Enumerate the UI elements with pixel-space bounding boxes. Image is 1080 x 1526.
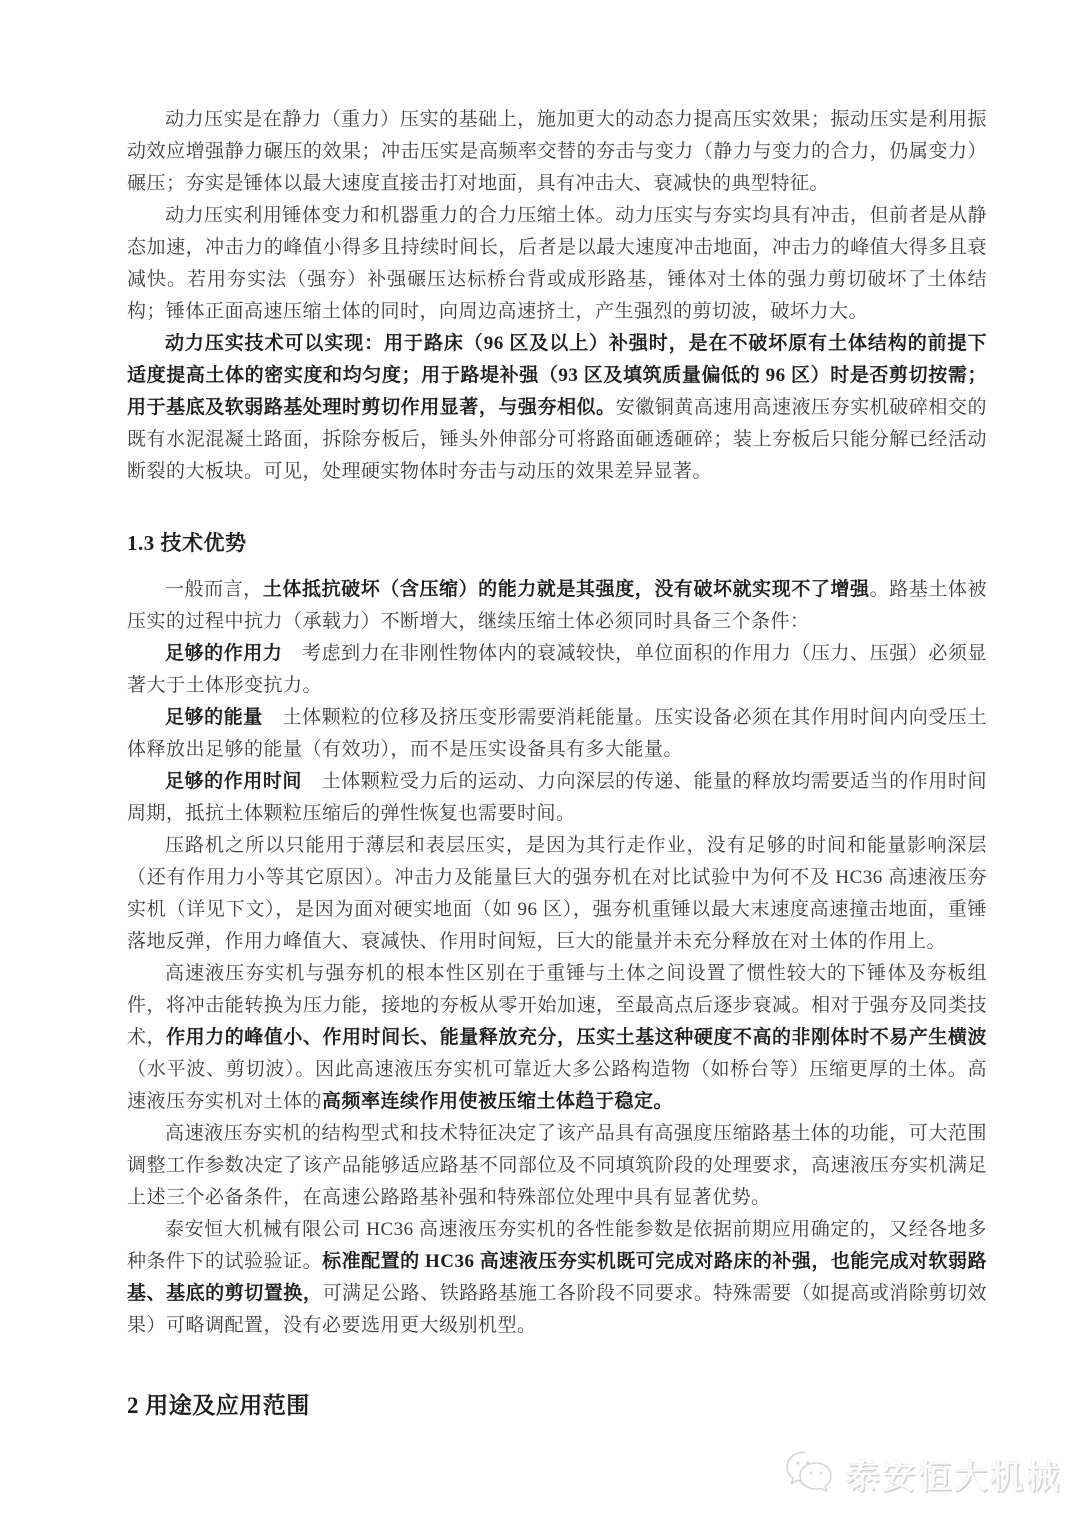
text-run: 一般而言， — [165, 579, 263, 600]
text-run: 高频率连续作用使被压缩土体趋于稳定。 — [322, 1091, 674, 1112]
text-run: 安徽铜黄高速用高速液压夯实机破碎相交的既有水泥混凝土路面，拆除夯板后，锤头外伸部分可将路面砸透砸碎；装上夯板后只能分解已经活动断裂的大板块。可见，处理硬实物体时夯击与动压的效果差异显著。 — [127, 397, 987, 482]
watermark-label: 泰安恒大机械 — [846, 1458, 1062, 1495]
wechat-logo-icon — [784, 1449, 836, 1500]
paragraph — [127, 104, 987, 200]
text-run: 土体颗粒的位移及挤压变形需要消耗能量。压实设备必须在其作用时间内向受压土体释放出足够的能量（有效功），而不是压实设备具有多大能量。 — [127, 707, 987, 760]
paragraph — [127, 638, 987, 702]
text-run: 。路基土体被压实的过程中抗力（承载力）不断增大，继续压缩土体必须同时具备三个条件： — [127, 579, 987, 632]
paragraph — [127, 328, 987, 488]
text-run: 土体颗粒受力后的运动、力向深层的传递、能量的释放均需要适当的作用时间周期，抵抗土体颗粒压缩后的弹性恢复也需要时间。 — [127, 771, 987, 824]
text-run: 动力压实利用锤体变力和机器重力的合力压缩土体。动力压实与夯实均具有冲击，但前者是从静态加速，冲击力的峰值小得多且持续时间长，后者是以最大速度冲击地面，冲击力的峰值大得多且衰减快。若用夯实法（强夯）补强碾压达标桥台背或成形路基，锤体对土体的强力剪切破坏了土体结构；锤体正面高速压缩土体的同时，向周边高速挤土，产生强烈的剪切波，破坏力大。 — [127, 205, 987, 322]
text-run: 高速液压夯实机的结构型式和技术特征决定了该产品具有高强度压缩路基土体的功能，可大范围调整工作参数决定了该产品能够适应路基不同部位及不同填筑阶段的处理要求，高速液压夯实机满足上述三个必备条件，在高速公路路基补强和特殊部位处理中具有显著优势。 — [127, 1123, 987, 1208]
text-run: 高速液压夯实机与强夯机的根本性区别在于重锤与土体之间设置了惯性较大的下锤体及夯板组件，将冲击能转换为压力能，接地的夯板从零开始加速，至最高点后逐步衰减。相对于强夯及同类技术， — [127, 963, 987, 1048]
text-run: 足够的作用时间 — [165, 771, 303, 792]
paragraph — [127, 702, 987, 766]
document-body — [127, 104, 987, 1422]
paragraph — [127, 1214, 987, 1342]
paragraph — [127, 574, 987, 638]
text-run: 动力压实是在静力（重力）压实的基础上，施加更大的动态力提高压实效果；振动压实是利用振动效应增强静力碾压的效果；冲击压实是高频率交替的夯击与变力（静力与变力的合力，仍属变力）碾压；夯实是锤体以最大速度直接击打对地面，具有冲击大、衰减快的典型特征。 — [127, 109, 987, 194]
text-run: 作用力的峰值小、作用时间长、能量释放充分，压实土基这种硬度不高的非刚体时不易产生横波 — [166, 1027, 987, 1048]
paragraph — [127, 1118, 987, 1214]
paragraph — [127, 958, 987, 1118]
publisher-watermark — [784, 1449, 1062, 1500]
paragraph — [127, 766, 987, 830]
text-run: 土体抵抗破坏（含压缩）的能力就是其强度，没有破坏就实现不了增强 — [262, 579, 870, 600]
text-run: 动力压实技术可以实现：用于路床（96 区及以上）补强时，是在不破坏原有土体结构的前提下适度提高土体的密实度和均匀度；用于路堤补强（93 区及填筑质量偏低的 96 区）时是否剪切按需；用于基底及软弱路基处理时剪切作用显著，与强夯相似。 — [127, 333, 987, 418]
text-run: 压路机之所以只能用于薄层和表层压实，是因为其行走作业，没有足够的时间和能量影响深层（还有作用力小等其它原因）。冲击力及能量巨大的强夯机在对比试验中为何不及 HC36 高速液压夯实机（详见下文），是因为面对硬实地面（如 96 区），强夯机重锤以最大末速度高速撞击地面，重锤落地反弹，作用力峰值大、衰减快、作用时间短，巨大的能量并未充分释放在对土体的作用上。 — [127, 835, 987, 952]
text-run: 泰安恒大机械有限公司 HC36 高速液压夯实机的各性能参数是依据前期应用确定的，又经各地多种条件下的试验验证。 — [127, 1219, 987, 1272]
section-heading: 1.3 技术优势 — [127, 531, 247, 555]
text-run: 标准配置的 HC36 高速液压夯实机既可完成对路床的补强，也能完成对软弱路基、基底的剪切置换， — [127, 1251, 987, 1304]
text-run: 足够的能量 — [165, 707, 263, 728]
paragraph — [127, 830, 987, 958]
paragraph — [127, 200, 987, 328]
text-run: 可满足公路、铁路路基施工各阶段不同要求。特殊需要（如提高或消除剪切效果）可略调配置，没有必要选用更大级别机型。 — [127, 1283, 987, 1336]
text-run: 足够的作用力 — [165, 643, 283, 664]
text-run: （水平波、剪切波）。因此高速液压夯实机可靠近大多公路构造物（如桥台等）压缩更厚的土体。高速液压夯实机对土体的 — [127, 1059, 987, 1112]
section-heading: 2 用途及应用范围 — [127, 1393, 310, 1418]
text-run: 考虑到力在非刚性物体内的衰减较快，单位面积的作用力（压力、压强）必须显著大于土体形变抗力。 — [127, 643, 987, 696]
